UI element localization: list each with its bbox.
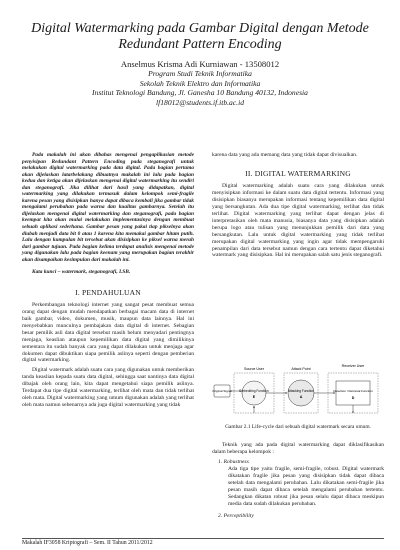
detection-function-box <box>336 381 370 405</box>
embedding-function-label: Embedding Function <box>239 389 269 393</box>
attacking-function-node <box>288 380 314 406</box>
continuation-paragraph: karena data yang ada memang data yang tidak dapat divisualkan. <box>212 152 358 158</box>
receiver-user-label: Receiver User <box>341 364 365 368</box>
footer-divider <box>22 538 384 539</box>
list-item-perceptibility-label: 2. Perceptibility <box>218 512 254 519</box>
lifecycle-diagram <box>212 361 384 423</box>
keywords: Kata kunci – watermark, steganografi, LSB. <box>32 269 131 276</box>
section-heading-watermarking: II. DIGITAL WATERMARKING <box>245 168 351 178</box>
list-item-robustness-text: Ada tiga tipe yaitu fragile, semi-fragile, robust. Digital watermark dikatakan fragile jika pesan yang disisipkan tidak dapat dibaca setelah data mengalami perubahan. Lalu dikatakan semi-fragile jika pesan masih dapat dibaca setelah mengalami perubahan tertentu. Sedangkan dikatan robust jika pesan selalu dapat dibaca meskipun media data sudah dilakukan perubahan. <box>228 465 384 507</box>
author-block <box>20 60 380 107</box>
intro-paragraph-2: Digital watermark adalah suatu cara yang digunakan untuk memberikan tanda keaslian kepada suatu data digital, sehingga saat nantinya data digital dibajak oleh orang lain, kita dapat mengetahui siapa pemilik aslinya. Terdapat dua tipe digital watermarking, terlihat oleh mata dan tidak terlihat oleh mata. Digital watermarking yang umum digunakan adalah yang terlihat oleh mata namun sebenarnya ada juga digital watermarking yang tidak <box>22 367 194 409</box>
figure-caption: Gambar 2.1 Life-cycle dari sebuah digital watermark secara umum. <box>225 424 371 430</box>
abstract: Pada makalah ini akan dibahas mengenai pengaplikasian metode penyisipan Redundant Pattern Encoding pada steganografi untuk melakukan digital watermarking pada data digital. Pada bagian pertama akan dijelaskan latarbelakang dibuatnya makalah ini lalu pada bagian kedua dan ketiga akan dijelaskan mengenai digital watermarking itu sendiri dan steganografi. Jika dilihat dari hasil yang didapatkan, digital watermarking yang dilakukan termasuk dalam kelompok semi-fragile karena pesan yang disisipkan hanya dapat dibaca kembali jika gambar tidak mengalami perubahan pada warna dan kualitas gambarnya. Setelah itu dijelaskan mengenai digital watermarking dan steganografi, pada bagian keempat kita akan mulai melakukan implementasinya dengan membuat sebuah aplikasi sederhana. Gambar pesan yang pakai tiap pikselnya akan diubah menjadi data bit 0 atau 1 karena kita memakai gambar hitam putih. Lalu dengan kumpulan bit tersebut akan disisipkan ke piksel warna merah dari gambar tujuan. Pada bagian kelima terdapat analisis mengenai metode yang digunakan lalu pada bagian keenam yang merupakan bagian terakhir akan disampaikan kesimpulan dari makalah ini. <box>22 152 194 263</box>
embedding-e-label: E <box>252 395 256 399</box>
classification-intro: Teknik yang ada pada digital watermarking dapat diklasifikasikan dalam beberapa kelompok : <box>212 442 384 455</box>
right-column <box>212 152 384 259</box>
right-column-lower <box>212 442 384 520</box>
detection-function-label: Detection / Retrieval Function <box>333 389 373 393</box>
page-footer: Makalah IF3058 Kriptografi – Sem. II Tahun 2011/2012 <box>22 540 153 546</box>
detection-d-label: D <box>351 396 355 400</box>
embedding-function-node <box>242 381 266 405</box>
author-email: lf18012@students.if.itb.ac.id <box>156 97 244 107</box>
section-heading-intro: I. PENDAHULUAN <box>75 287 141 297</box>
lifecycle-diagram-svg <box>212 361 384 423</box>
source-user-label: Source User <box>244 367 264 371</box>
list-item-robustness-label: 1. Robustness <box>218 458 249 465</box>
intro-paragraph-1: Perkembangan teknologi internet yang sangat pesat membuat semua orang dapat dengan mudah mendapatkan berbagai macam data di internet baik gambar, video, dokumen, musik, maupun data lainnya. Hal ini menyebabkan munculnya pembajakan data digital di internet. Sebagian besar pemilik asli data digital tersebut masih belum menyadari pentingnya menjaga, keaslian ataupun kepemilikan data digital yang dimilikinya sementara itu sudah banyak cara yang dapat dilakukan untuk menjaga agar dokumen dapat dibuktikan siapa pemilik aslinya seperti dengan pemberian digital watermarking. <box>22 301 194 364</box>
affiliation-school: Sekolah Teknik Elektro dan Informatika <box>139 78 261 88</box>
left-column <box>22 152 194 409</box>
affiliation-institute: Institut Teknologi Bandung, Jl. Ganesha 10 Bandung 40132, Indonesia <box>92 88 308 98</box>
paper-title: Digital Watermarking pada Gambar Digital dengan Metode Redundant Pattern Encoding <box>31 21 369 52</box>
affiliation-program: Program Studi Teknik Informatika <box>148 69 252 79</box>
attack-point-label: Attack Point <box>291 367 311 371</box>
original-signal-label: Original Signal <box>212 389 232 393</box>
author-name: Anselmus Krisma Adi Kurniawan - 13508012 <box>120 59 280 69</box>
watermarking-paragraph: Digital watermarking adalah suatu cara yang dilakukan untuk menyisipkan informasi ke dalam suatu data digital tertentu. Informasi yang disisipkan biasanya merupakan informasi tentang kepemilikan data digital yang bersangkutan. Ada dua tipe digital watermarking, terlihat dan tidak terlihat. Digital watermarking yang terlihat dapat dengan jelas di interpretasikan oleh mata manusia, biasanya data yang disisipkan adalah berupa logo atau tulisan yang menunjukkan pemilik dari data yang bersangkutan. Lalu untuk digital watermarking yang tidak terlihat merupakan digital watermarking yang ingin agar tidak mempengaruhi penampilan dari data tersebut namun dengan cara tertentu dapat diketahui watermark yang disisipkan. Hal ini merupakan salah satu jenis steganografi. <box>212 182 384 259</box>
attacking-a-label: A <box>299 395 303 399</box>
attacking-function-label: Attacking Function <box>287 389 315 393</box>
